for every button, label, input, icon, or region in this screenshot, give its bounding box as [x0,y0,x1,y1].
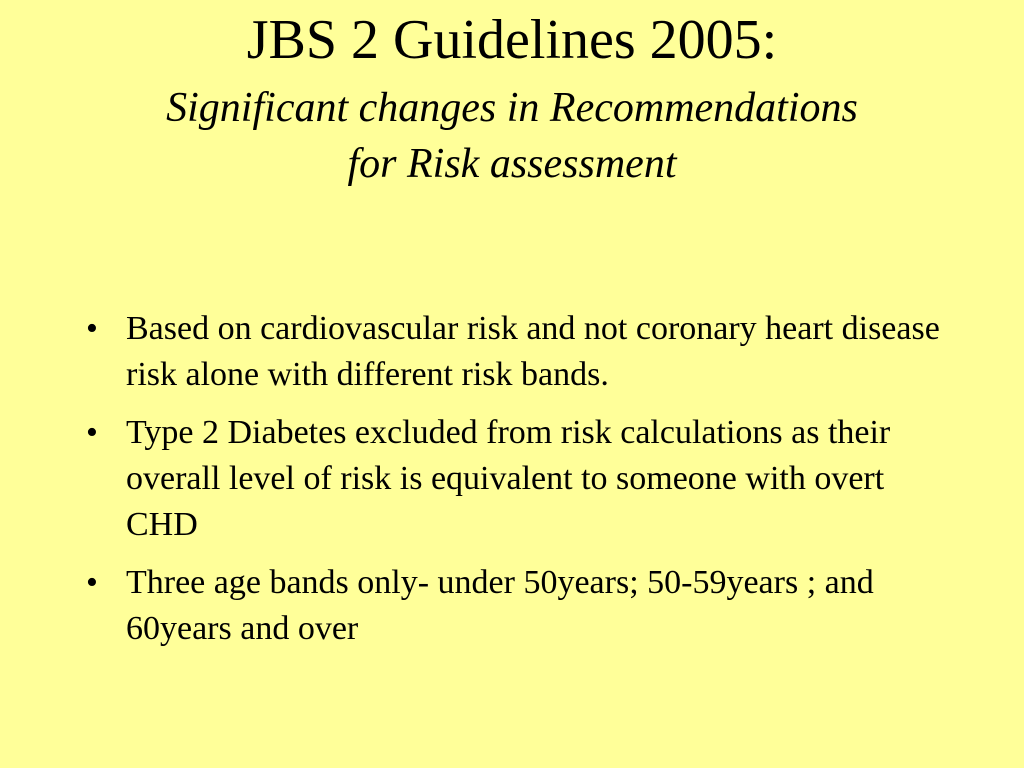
bullet-item [86,306,946,398]
title-block [20,6,1004,192]
bullet-list [86,306,946,664]
subtitle-line-1: Significant changes in Recommendations [166,85,858,131]
bullet-dot-icon: • [86,414,98,451]
bullet-text: Three age bands only- under 50years; 50-59years ; and 60years and over [126,564,874,647]
bullet-dot-icon: • [86,310,98,347]
bullet-dot-icon: • [86,564,98,601]
bullet-item [86,410,946,548]
bullet-text: Type 2 Diabetes excluded from risk calculations as their overall level of risk is equivalent to someone with overt CHD [126,414,891,543]
bullet-text: Based on cardiovascular risk and not coronary heart disease risk alone with different risk bands. [126,310,940,393]
subtitle-line-2: for Risk assessment [347,141,677,187]
slide-subtitle [20,80,1004,192]
bullet-item [86,560,946,652]
slide-title: JBS 2 Guidelines 2005: [246,9,778,71]
